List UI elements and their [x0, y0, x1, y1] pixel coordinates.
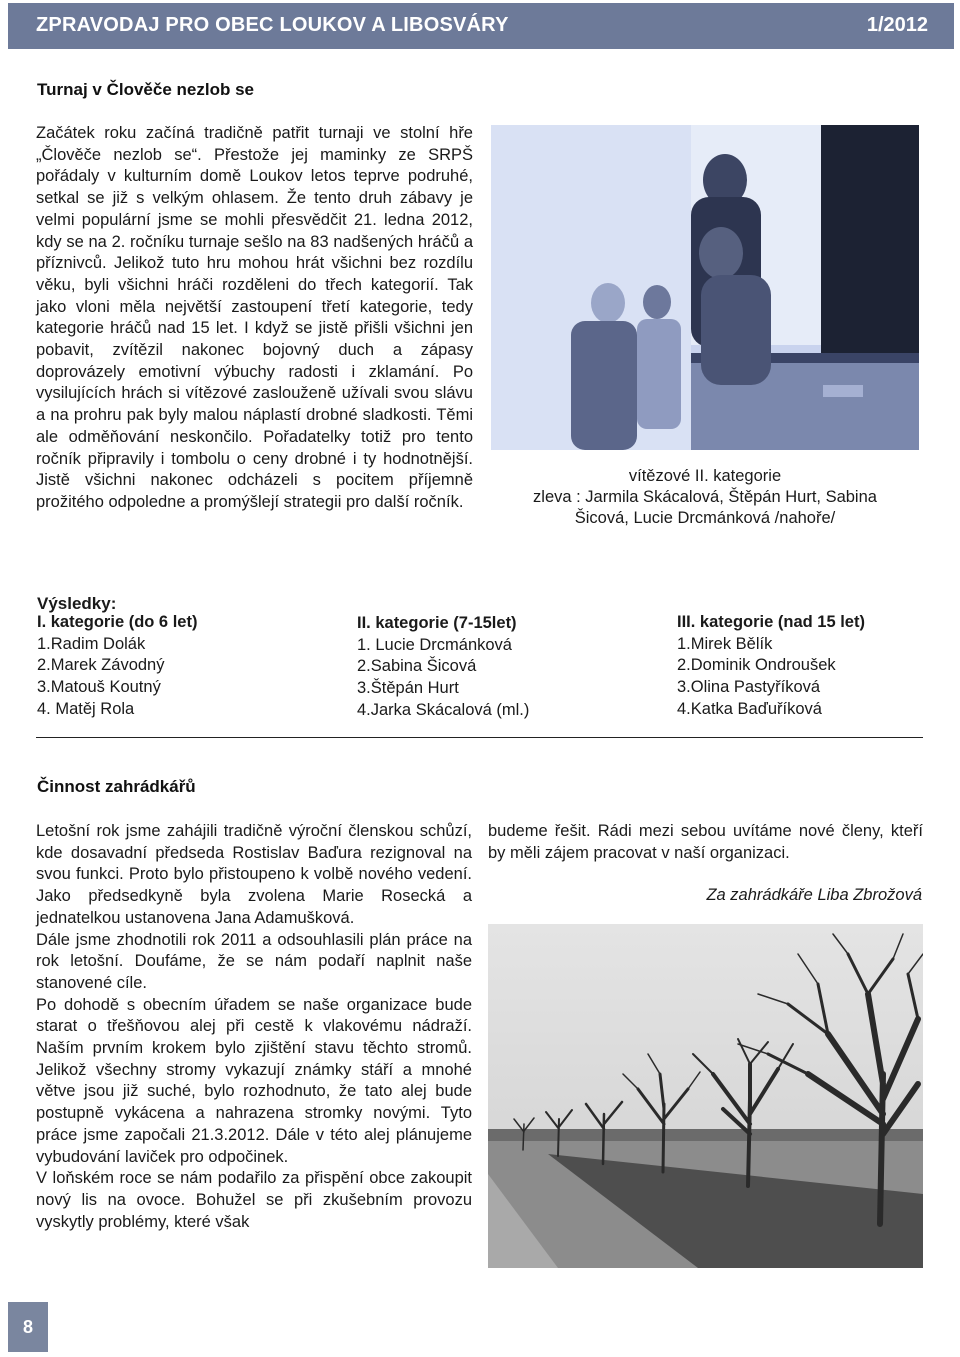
- results-heading: Výsledky:: [37, 594, 117, 613]
- article-paragraph: budeme řešit. Rádi mezi sebou uvítáme nové členy, kteří by měli zájem pracovat v naší organizaci.: [488, 822, 923, 862]
- result-entry: 3.Matouš Koutný: [37, 678, 161, 697]
- category-title: I. kategorie (do 6 let): [37, 613, 198, 631]
- winners-photo: [491, 125, 919, 450]
- photo-caption: [491, 466, 919, 529]
- caption-title: vítězové II. kategorie: [628, 467, 782, 485]
- results-category-2: [357, 613, 529, 722]
- result-entry: 3.Štěpán Hurt: [357, 679, 459, 698]
- result-entry: 2.Dominik Ondroušek: [677, 656, 836, 675]
- article-title-gardeners: Činnost zahrádkářů: [37, 777, 196, 796]
- cherry-alley-photo: [488, 924, 923, 1268]
- article-paragraph: V loňském roce se nám podařilo za přispění obce zakoupit nový lis na ovoce. Bohužel se při zkušebním provozu vyskytly problémy, které však: [36, 1169, 472, 1231]
- results-category-1: [37, 612, 197, 721]
- article-body-tournament: [36, 123, 473, 514]
- caption-names: zleva : Jarmila Skácalová, Štěpán Hurt, Sabina Šicová, Lucie Drcmánková /nahoře/: [533, 488, 877, 527]
- issue-number: 1/2012: [866, 14, 928, 36]
- result-entry: 1.Mirek Bělík: [677, 634, 773, 653]
- result-entry: 4.Katka Baďuříková: [677, 699, 822, 718]
- result-entry: 2.Marek Závodný: [37, 656, 165, 675]
- result-entry: 1.Radim Dolák: [37, 634, 146, 653]
- result-entry: 4. Matěj Rola: [37, 699, 135, 718]
- page-number-tab: [8, 1302, 48, 1352]
- page-header: [8, 3, 954, 49]
- article-paragraph: Po dohodě s obecním úřadem se naše organizace bude starat o třešňovou alej při cestě k vlakovému nádraží. Naším prvním krokem bylo zjištění stavu těchto stromů. Jelikož všechny stromy vykazují známky stáří a mnohé větve jsou již suché, bylo rozhodnuto, že tato alej bude postupně vykácena a nahrazena stromky novými. Tyto práce jsme započali 21.3.2012. Dále v této alej plánujeme vybudování laviček pro odpočinek.: [36, 995, 472, 1166]
- result-entry: 2.Sabina Šicová: [357, 657, 477, 676]
- newsletter-title: ZPRAVODAJ PRO OBEC LOUKOV A LIBOSVÁRY: [36, 14, 509, 36]
- article-title-tournament: Turnaj v Člověče nezlob se: [37, 80, 254, 99]
- winners-photo-image: [491, 125, 919, 450]
- category-title: III. kategorie (nad 15 let): [677, 613, 865, 631]
- article-paragraph: Letošní rok jsme zahájili tradičně výroční členskou schůzí, kde dosavadní předseda Rostislav Baďura rezignoval na svou funkci. Proto bylo přistoupeno k volbě nového vedení. Jako předsedkyně byla zvolena Marie Rosecká a jednatelkou ustanovena Jana Adamušková.: [36, 822, 472, 927]
- section-divider: [36, 737, 923, 738]
- result-entry: 4.Jarka Skácalová (ml.): [357, 700, 530, 719]
- cherry-alley-image: [488, 924, 923, 1268]
- article-paragraph: Dále jsme zhodnotili rok 2011 a odsouhlasili plán práce na rok letošní. Doufáme, že se nám podaří naplnit naše stanovené cíle.: [36, 930, 472, 992]
- article-body-gardeners: [36, 821, 472, 1233]
- article-paragraph: Začátek roku začíná tradičně patřit turnaji ve stolní hře „Člověče nezlob se“. Přestože jej maminky ze SRPŠ pořádaly v kulturním domě Loukov letos teprve podruhé, setkal se již s velkým ohlasem. Že tento druh zábavy je velmi populární jsme se mohli přesvědčit 21. ledna 2012, kdy se na 2. ročníku turnaje sešlo na 83 nadšených hráčů a příznivců. Jelikož tuto hru mohou hrát všichni bez rozdílu věku, byli všichni hráči rozděleni do třech kategorií. Tak jako vloni měla největší zastoupení třetí kategorie, tedy kategorie hráčů nad 15 let. I když se jistě přišli všichni jen pobavit, zvítězil nakonec bojovný duch a zápasy doprovázely emotivní výbuchy radosti i zklamání. Po vysilujících hrách si vítězové zaslouženě užívali svou slávu a na prohru pak byly malou náplastí drobné sladkosti. Těmi ale odměňování neskončilo. Pořadatelky totiž pro tento ročník připravily i tombolu o ceny drobné i ty hodnotnější. Jistě všichni nakonec odcházeli s pocitem příjemně prožitého odpoledne a promýšlejí strategii pro další ročník.: [36, 124, 473, 511]
- results-category-3: [677, 612, 865, 721]
- result-entry: 3.Olina Pastyříková: [677, 678, 821, 697]
- article-signature: Za zahrádkáře Liba Zbrožová: [706, 886, 922, 904]
- article-body-gardeners-continued: [488, 821, 923, 864]
- result-entry: 1. Lucie Drcmánková: [357, 635, 512, 654]
- category-title: II. kategorie (7-15let): [357, 614, 517, 632]
- page-number: 8: [22, 1317, 33, 1337]
